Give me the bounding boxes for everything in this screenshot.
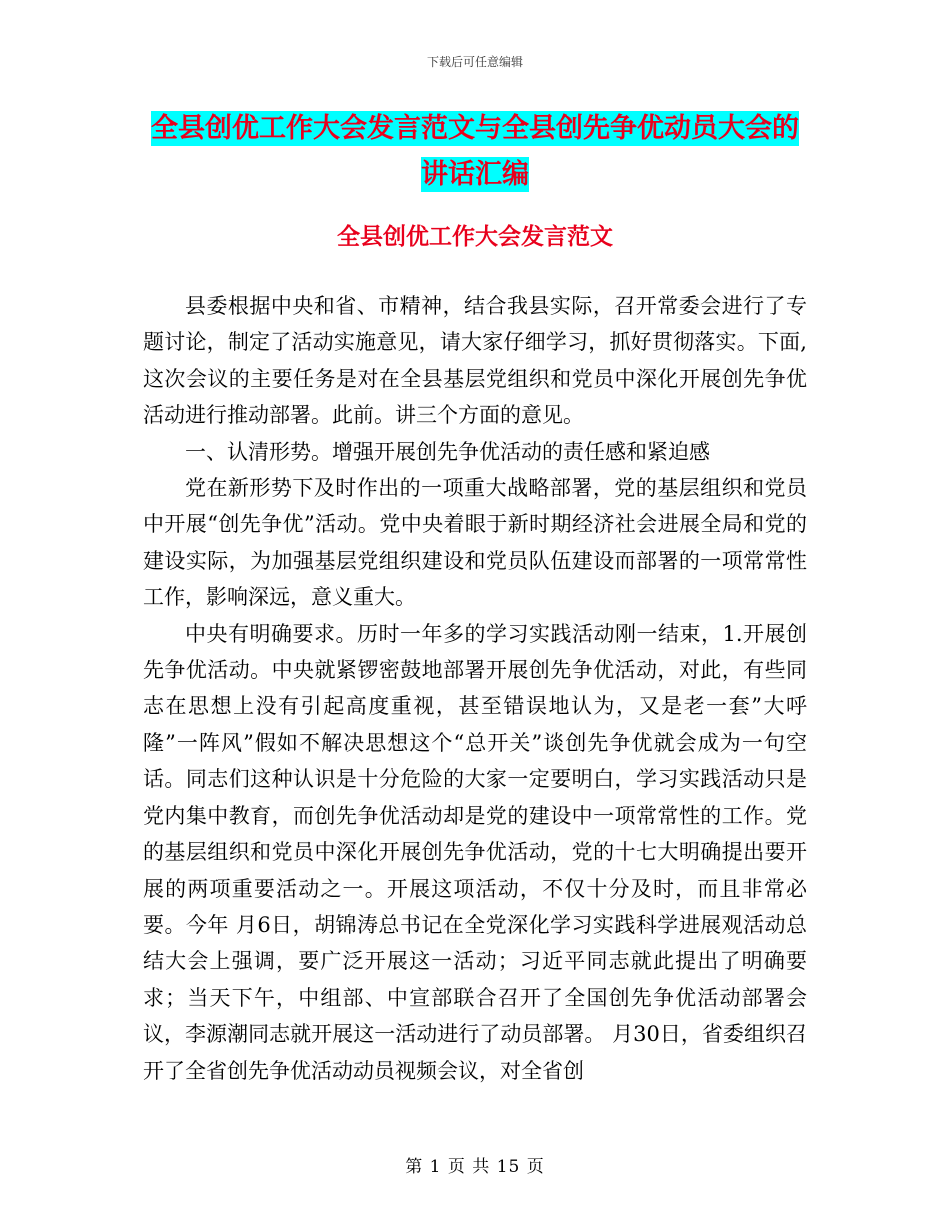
paragraph: 中央有明确要求。历时一年多的学习实践活动刚一结束，1.开展创先争优活动。中央就紧锣密鼓地部署开展创先争优活动，对此，有些同志在思想上没有引起高度重视，甚至错误地认为，又是老一套”大呼隆”一阵风”假如不解决思想这个“总开关”谈创先争优就会成为一句空话。同志们这种认识是十分危险的大家一定要明白，学习实践活动只是党内集中教育，而创先争优活动却是党的建设中一项常常性的工作。党的基层组织和党员中深化开展创先争优活动，党的十七大明确提出要开展的两项重要活动之一。开展这项活动，不仅十分及时，而且非常必要。今年 月6日，胡锦涛总书记在全党深化学习实践科学进展观活动总结大会上强调，要广泛开展这一活动；习近平同志就此提出了明确要求；当天下午，中组部、中宣部联合召开了全国创先争优活动部署会议，李源潮同志就开展这一活动进行了动员部署。 月30日，省委组织召开了全省创先争优活动动员视频会议，对全省创 (143, 621, 807, 1083)
page-header-note: 下载后可任意编辑 (426, 55, 523, 69)
paragraph: 县委根据中央和省、市精神，结合我县实际，召开常委会进行了专题讨论，制定了活动实施意见，请大家仔细学习，抓好贯彻落实。下面,这次会议的主要任务是对在全县基层党组织和党员中深化开展创先争优活动进行推动部署。此前。讲三个方面的意见。 (143, 294, 807, 428)
document-body (143, 288, 807, 1089)
section-title: 全县创优工作大会发言范文 (337, 224, 613, 250)
document-title (150, 106, 800, 198)
page-footer-number: 第 1 页 共 15 页 (405, 1157, 545, 1177)
paragraph-heading: 一、认清形势。增强开展创先争优活动的责任感和紧迫感 (185, 439, 710, 464)
document-title-text: 全县创优工作大会发言范文与全县创先争优动员大会的讲话汇编 (151, 113, 799, 190)
paragraph: 党在新形势下及时作出的一项重大战略部署，党的基层组织和党员中开展“创先争优”活动。党中央着眼于新时期经济社会进展全局和党的建设实际，为加强基层党组织建设和党员队伍建设而部署的一项常常性工作，影响深远，意义重大。 (143, 476, 807, 610)
